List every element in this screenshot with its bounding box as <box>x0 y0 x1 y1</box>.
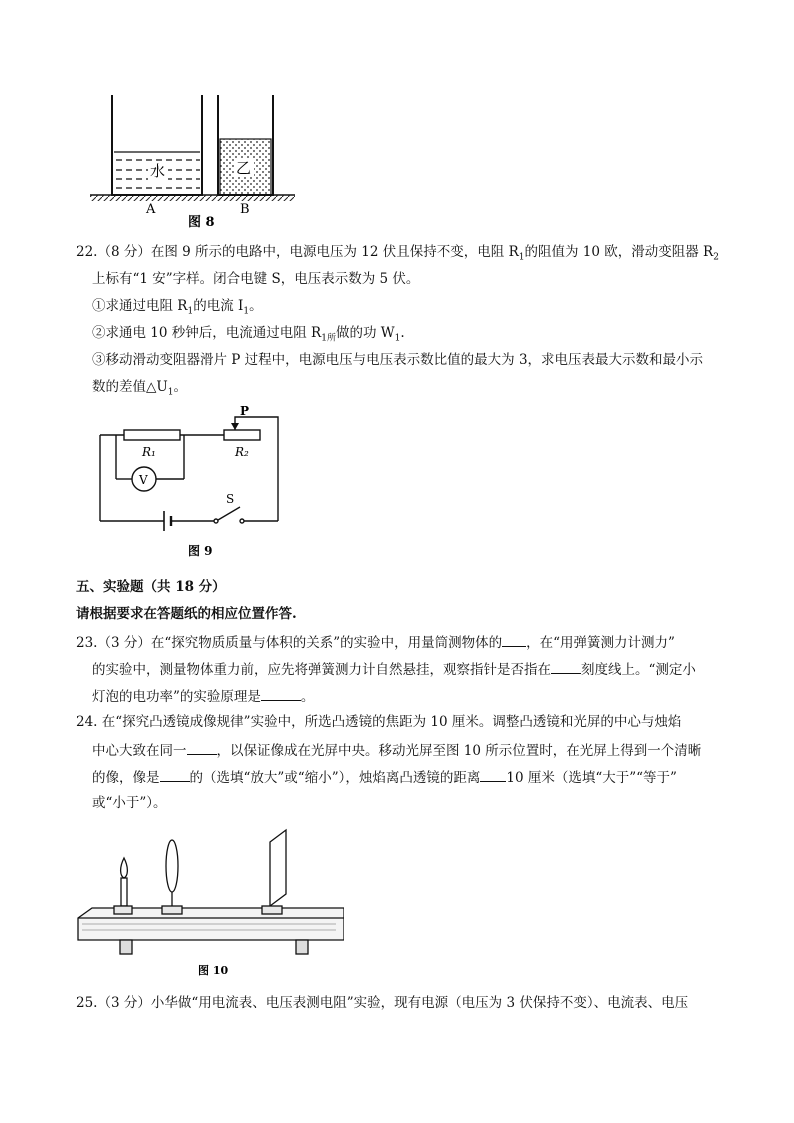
q24-line-3: 的像，像是 的（选填“放大”或“缩小”），烛焰离凸透镜的距离 10 厘米（选填“大于”“等于” <box>92 767 677 787</box>
label-yi: 乙 <box>236 159 252 177</box>
section-5-title: 五、实验题（共 18 分） <box>76 579 226 595</box>
figure-8-caption: 图 8 <box>188 215 215 230</box>
bench-foot <box>296 940 308 954</box>
answer-blank[interactable] <box>160 767 190 782</box>
label-water: 水 <box>150 162 166 180</box>
q22-line-2: 上标有“1 安”字样。闭合电键 S，电压表示数为 5 伏。 <box>92 271 420 287</box>
candle-flame <box>121 858 128 878</box>
q22-line-5: ③移动滑动变阻器滑片 P 过程中，电源电压与电压表示数比值的最大为 3，求电压表最大示数和最小示 <box>92 352 704 368</box>
label-r2: R₂ <box>235 445 249 459</box>
figure-10-caption: 图 10 <box>198 964 229 977</box>
label-b: B <box>240 202 250 217</box>
q24-line-2: 中心大致在同一 ，以保证像成在光屏中央。移动光屏至图 10 所示位置时，在光屏上得到一个清晰 <box>92 740 701 760</box>
label-r1: R₁ <box>142 445 156 459</box>
light-screen <box>270 830 286 906</box>
candle <box>121 878 127 906</box>
bench-foot <box>120 940 132 954</box>
q25-line-1: 25.（3 分）小华做“用电流表、电压表测电阻”实验，现有电源（电压为 3 伏保持不变）、电流表、电压 <box>76 995 689 1011</box>
convex-lens <box>166 840 178 892</box>
answer-blank[interactable] <box>480 767 506 782</box>
q24-line-1: 24. 在“探究凸透镜成像规律”实验中，所选凸透镜的焦距为 10 厘米。调整凸透镜和光屏的中心与烛焰 <box>76 714 682 730</box>
answer-blank[interactable] <box>502 632 526 647</box>
resistor-r2 <box>224 430 260 440</box>
label-v: V <box>139 473 148 487</box>
q24-line-4: 或“小于”）。 <box>92 795 167 811</box>
q22-line-6: 数的差值$\triangle U_1$。 <box>92 379 187 398</box>
resistor-r1 <box>124 430 180 440</box>
q23-line-1: 23.（3 分）在“探究物质质量与体积的关系”的实验中，用量筒测物体的 ，在“用弹簧测力计测力” <box>76 632 675 652</box>
q23-line-2: 的实验中，测量物体重力前，应先将弹簧测力计自然悬挂，观察指针是否指在 刻度线上。“测定小 <box>92 659 696 679</box>
q22-line-4: ②求通电 10 秒钟后，电流通过电阻 $R_{1所}$做的功 $W_1$. <box>92 325 405 344</box>
figure-10 <box>74 824 344 984</box>
figure-9 <box>92 403 292 565</box>
section-5-instruction: 请根据要求在答题纸的相应位置作答. <box>76 606 297 622</box>
figure-9-caption: 图 9 <box>188 544 213 558</box>
answer-blank[interactable] <box>261 686 301 701</box>
answer-blank[interactable] <box>187 740 217 755</box>
q22-line-3: ①求通过电阻 $R_1$的电流 $I_1$。 <box>92 298 263 317</box>
figure-8 <box>90 95 295 233</box>
label-s: S <box>226 492 235 506</box>
answer-blank[interactable] <box>551 659 581 674</box>
slider-p <box>235 417 278 521</box>
q22-line-1: 22.（8 分）在图 9 所示的电路中，电源电压为 12 伏且保持不变，电阻 $R_1$的阻值为 10 欧，滑动变阻器 $R_2$ <box>76 244 719 263</box>
label-a: A <box>146 202 156 217</box>
label-p: P <box>240 404 250 418</box>
switch-s <box>218 507 240 520</box>
q23-line-3: 灯泡的电功率”的实验原理是 。 <box>92 686 314 706</box>
